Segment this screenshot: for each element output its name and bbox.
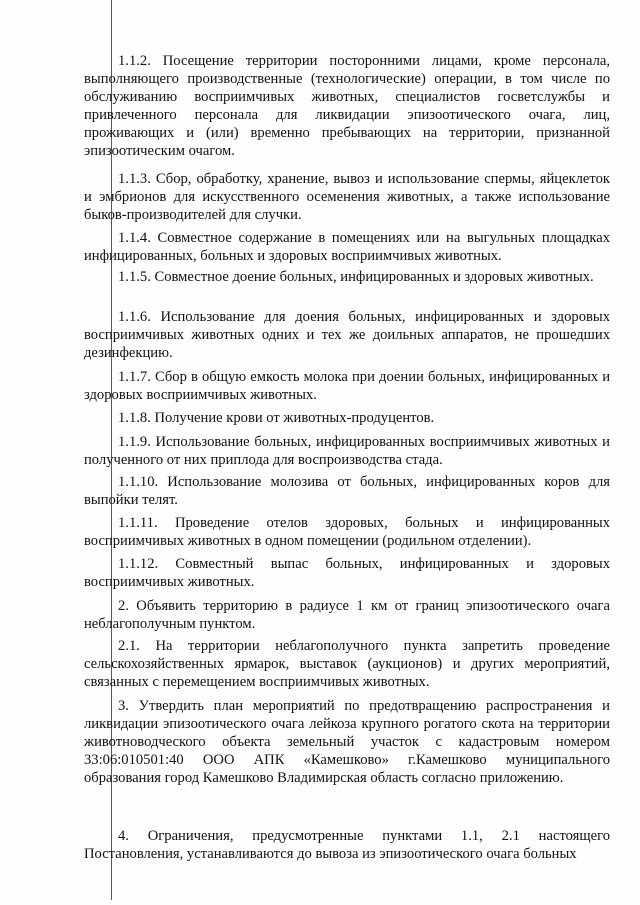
paragraph-1-1-5: 1.1.5. Совместное доение больных, инфицированных и здоровых животных. — [118, 269, 594, 285]
paragraph-1-1-10: 1.1.10. Использование молозива от больных, инфицированных коров для выпойки телят. — [84, 474, 610, 508]
paragraph-1-1-12: 1.1.12. Совместный выпас больных, инфицированных и здоровых восприимчивых животных. — [84, 556, 610, 590]
paragraph-1-1-9: 1.1.9. Использование больных, инфицированных восприимчивых животных и полученного от них приплода для воспроизводства стада. — [84, 434, 610, 468]
paragraph-1-1-3: 1.1.3. Сбор, обработку, хранение, вывоз и использование спермы, яйцеклеток и эмбрионов для искусственного осеменения животных, а также использование быков-производителей для случки. — [84, 171, 610, 223]
paragraph-1-1-7: 1.1.7. Сбор в общую емкость молока при доении больных, инфицированных и здоровых восприимчивых животных. — [84, 369, 610, 403]
paragraph-1-1-6: 1.1.6. Использование для доения больных, инфицированных и здоровых восприимчивых животных одних и тех же доильных аппаратов, не прошедших дезинфекцию. — [84, 309, 610, 361]
paragraph-1-1-11: 1.1.11. Проведение отелов здоровых, больных и инфицированных восприимчивых животных в одном помещении (родильном отделении). — [84, 515, 610, 549]
paragraph-1-1-4: 1.1.4. Совместное содержание в помещениях или на выгульных площадках инфицированных, больных и здоровых восприимчивых животных. — [84, 230, 610, 264]
paragraph-2: 2. Объявить территорию в радиусе 1 км от границ эпизоотического очага неблагополучным пунктом. — [84, 598, 610, 632]
paragraph-3: 3. Утвердить план мероприятий по предотвращению распространения и ликвидации эпизоотического очага лейкоза крупного рогатого скота на территории животноводческого объекта земельный участок с кадастровым номером 33:06:010501:40 ООО АПК «Камешково» г.Камешково муниципального образования город Камешково Владимирская область согласно приложению. — [84, 698, 610, 786]
paragraph-1-1-2: 1.1.2. Посещение территории посторонними лицами, кроме персонала, выполняющего производственные (технологические) операции, в том числе по обслуживанию восприимчивых животных, специалистов госветслужбы и привлеченного персонала для ликвидации эпизоотического очага, лиц, проживающих и (или) временно пребывающих на территории, признанной эпизоотическим очагом. — [84, 53, 610, 159]
paragraph-4: 4. Ограничения, предусмотренные пунктами 1.1, 2.1 настоящего Постановления, устанавливаются до вывоза из эпизоотического очага больных — [84, 828, 610, 862]
paragraph-1-1-8: 1.1.8. Получение крови от животных-продуцентов. — [118, 410, 435, 426]
paragraph-2-1: 2.1. На территории неблагополучного пункта запретить проведение сельскохозяйственных ярмарок, выставок (аукционов) и других мероприятий, связанных с перемещением восприимчивых животных. — [84, 638, 610, 690]
